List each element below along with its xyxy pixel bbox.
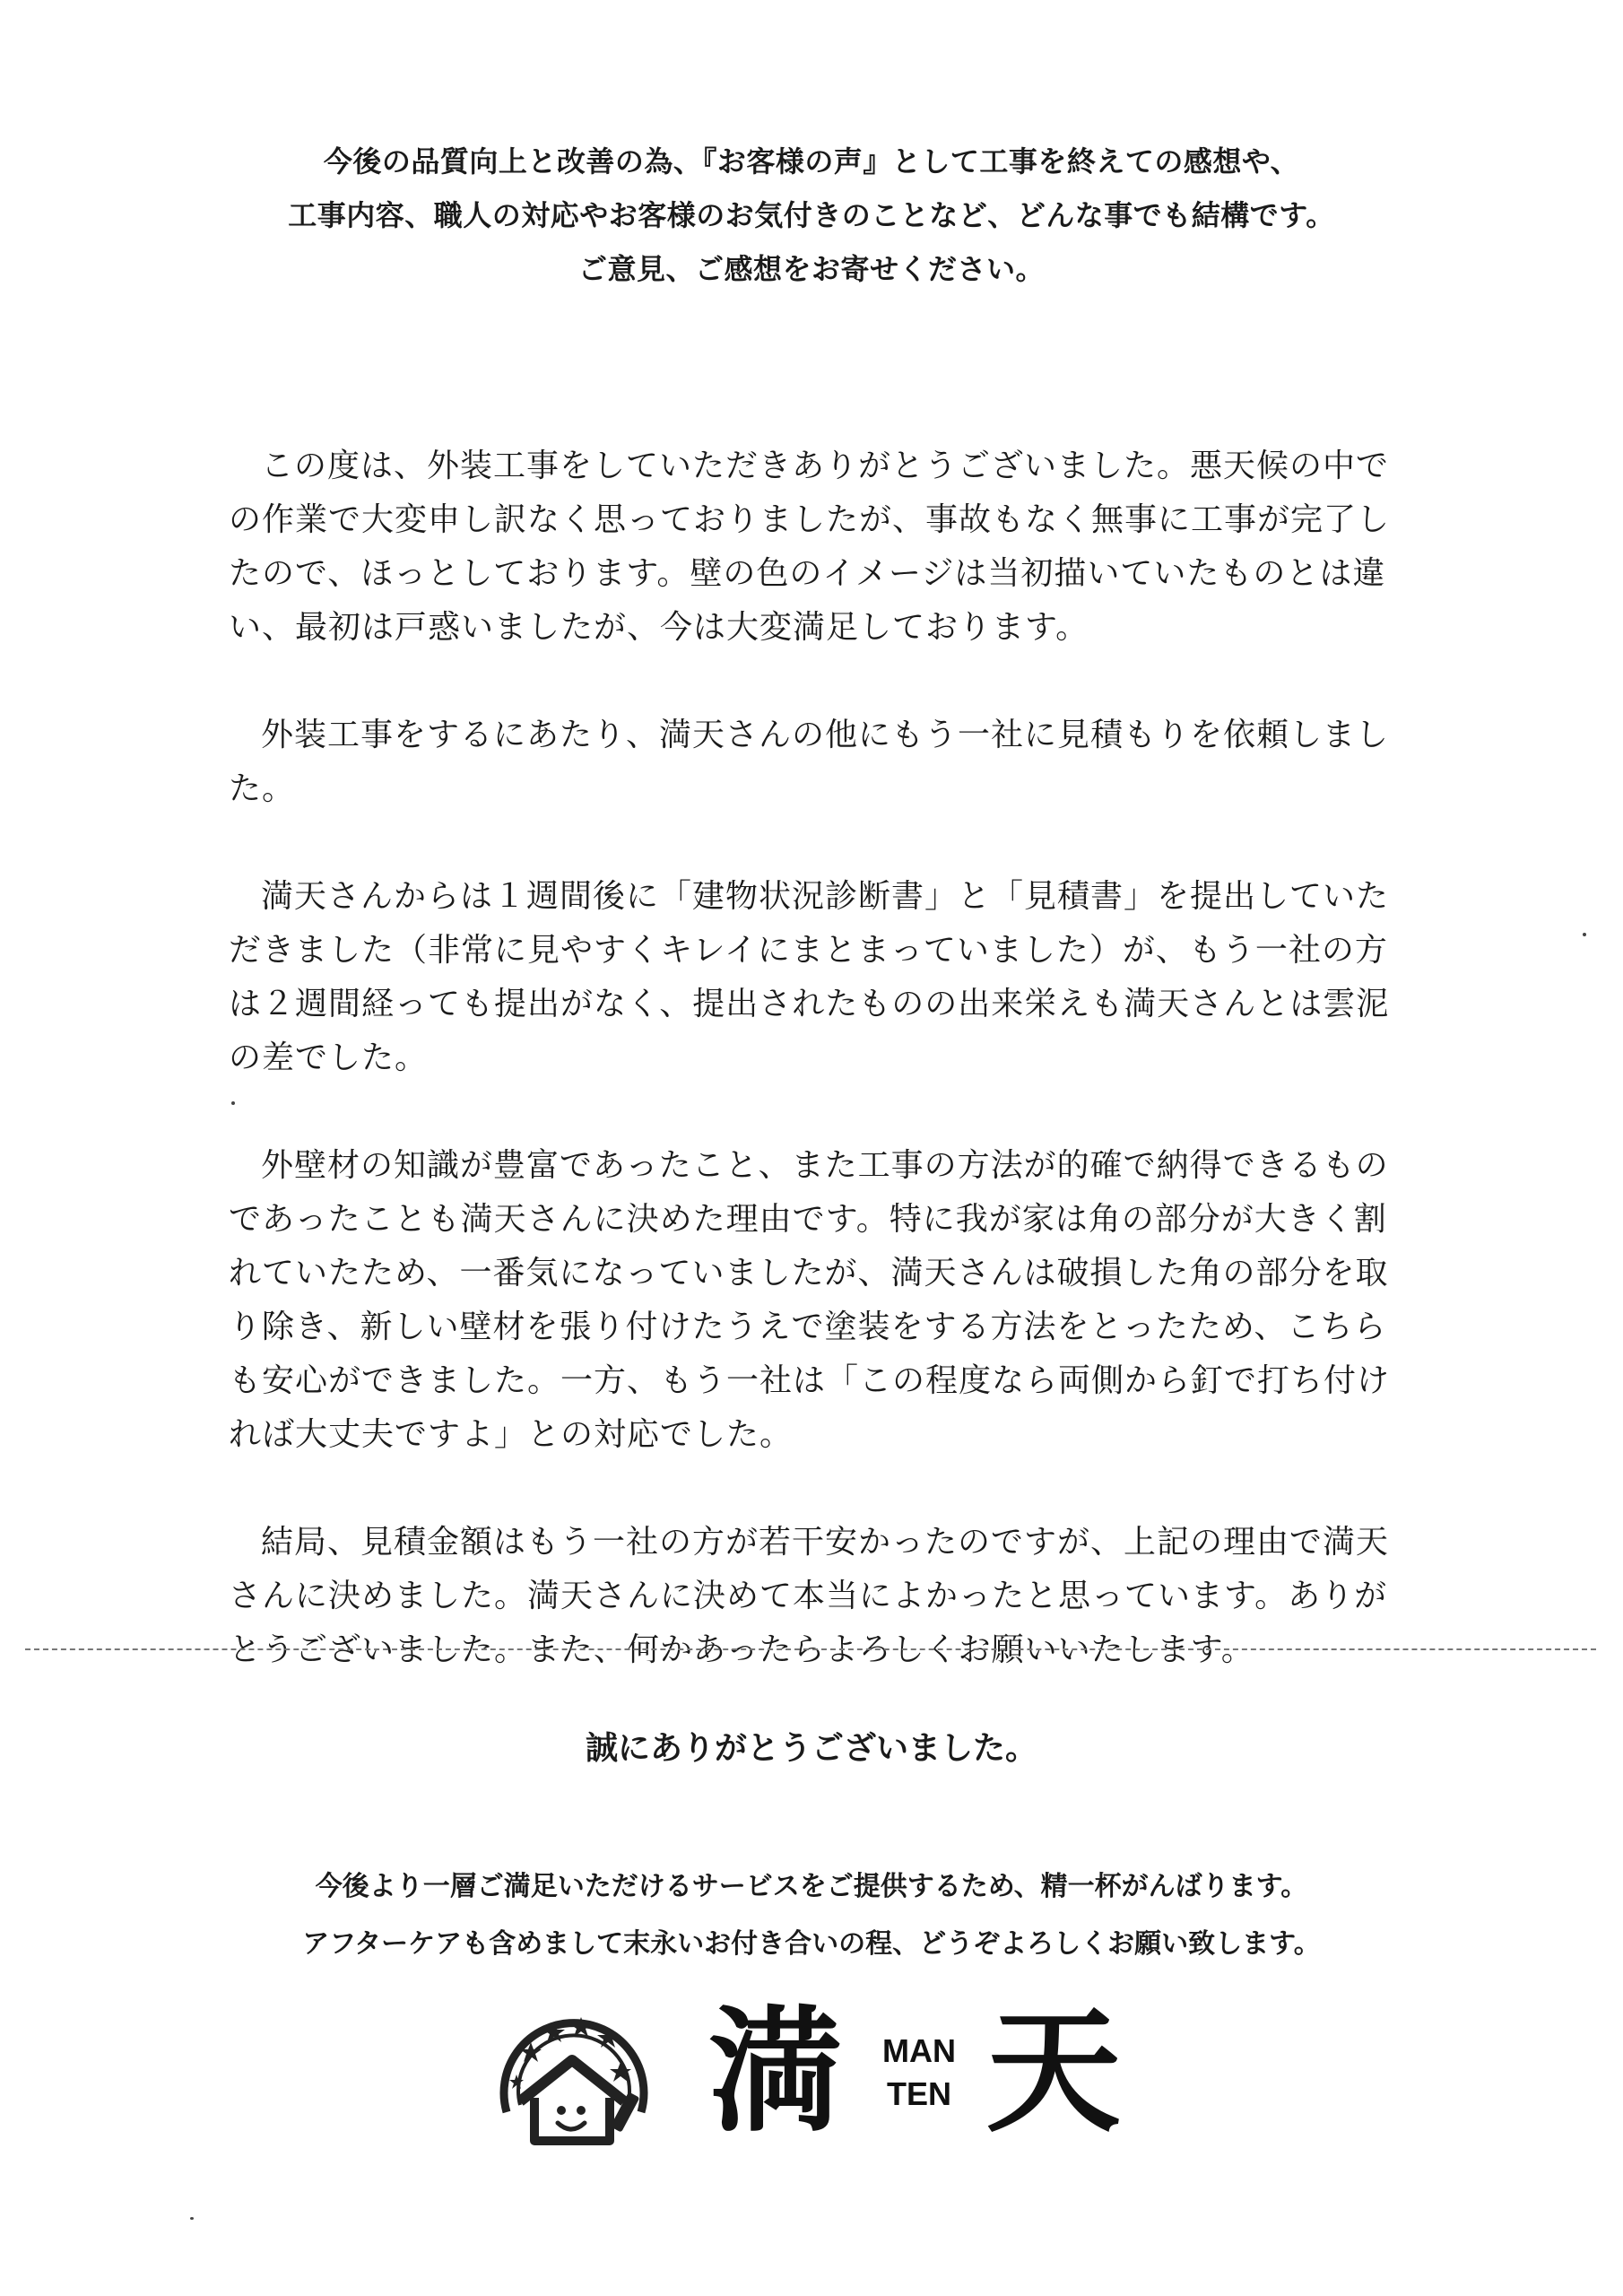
- closing-message: [0, 1858, 1623, 1973]
- logo-roman-man: MAN: [882, 2032, 956, 2069]
- comment-paragraph: 結局、見積金額はもう一社の方が若干安かったのですが、上記の理由で満天さんに決めました。満天さんに決めて本当によかったと思っています。ありがとうございました。また、何かあったらよろしくお願いいたします。: [229, 1524, 1390, 1668]
- house-stars-icon: [484, 1987, 664, 2157]
- closing-line: アフターケアも含めまして末永いお付き合いの程、どうぞよろしくお願い致します。: [302, 1928, 1321, 1960]
- comment-paragraph: 外壁材の知識が豊富であったこと、また工事の方法が的確で納得できるものであったことも満天さんに決めた理由です。特に我が家は角の部分が大きく割れていたため、一番気になっていましたが、満天さんは破損した角の部分を取り除き、新しい壁材を張り付けたうえで塗装をする方法をとったため、こちらも安心ができました。一方、もう一社は「この程度なら両側から釘で打ち付ければ大丈夫ですよ」との対応でした。: [229, 1147, 1391, 1453]
- scan-speck: [190, 2217, 194, 2220]
- logo-kanji-ten: 天: [986, 1993, 1122, 2151]
- instruction-line: ご意見、ご感想をお寄せください。: [577, 252, 1045, 286]
- thanks-message: 誠にありがとうございました。: [585, 1730, 1037, 1767]
- logo-kanji-man: 満: [708, 1993, 844, 2151]
- customer-comment: [229, 439, 1403, 1731]
- divider: [25, 1648, 1596, 1650]
- instruction-line: 工事内容、職人の対応やお客様のお気付きのことなど、どんな事でも結構です。: [288, 198, 1335, 232]
- survey-instructions: [0, 135, 1623, 296]
- comment-paragraph: 外装工事をするにあたり、満天さんの他にもう一社に見積もりを依頼しました。: [229, 717, 1390, 807]
- logo-roman-text: [865, 2030, 973, 2116]
- logo-roman-ten: TEN: [887, 2075, 951, 2112]
- comment-paragraph: 満天さんからは１週間後に「建物状況診断書」と「見積書」を提出していただきました（非常に見やすくキレイにまとまっていました）が、もう一社の方は２週間経っても提出がなく、提出されたものの出来栄えも満天さんとは雲泥の差でした。: [229, 878, 1390, 1076]
- closing-line: 今後より一層ご満足いただけるサービスをご提供するため、精一杯がんばります。: [315, 1871, 1308, 1902]
- comment-paragraph: この度は、外装工事をしていただきありがとうございました。悪天候の中での作業で大変申し訳なく思っておりましたが、事故もなく無事に工事が完了したので、ほっとしております。壁の色のイメージは当初描いていたものとは違い、最初は戸惑いましたが、今は大変満足しております。: [229, 448, 1391, 646]
- scan-speck: [231, 1101, 235, 1105]
- company-logo: [484, 1987, 1148, 2157]
- scan-speck: [1583, 933, 1586, 936]
- instruction-line: 今後の品質向上と改善の為、『お客様の声』として工事を終えての感想や、: [323, 144, 1300, 178]
